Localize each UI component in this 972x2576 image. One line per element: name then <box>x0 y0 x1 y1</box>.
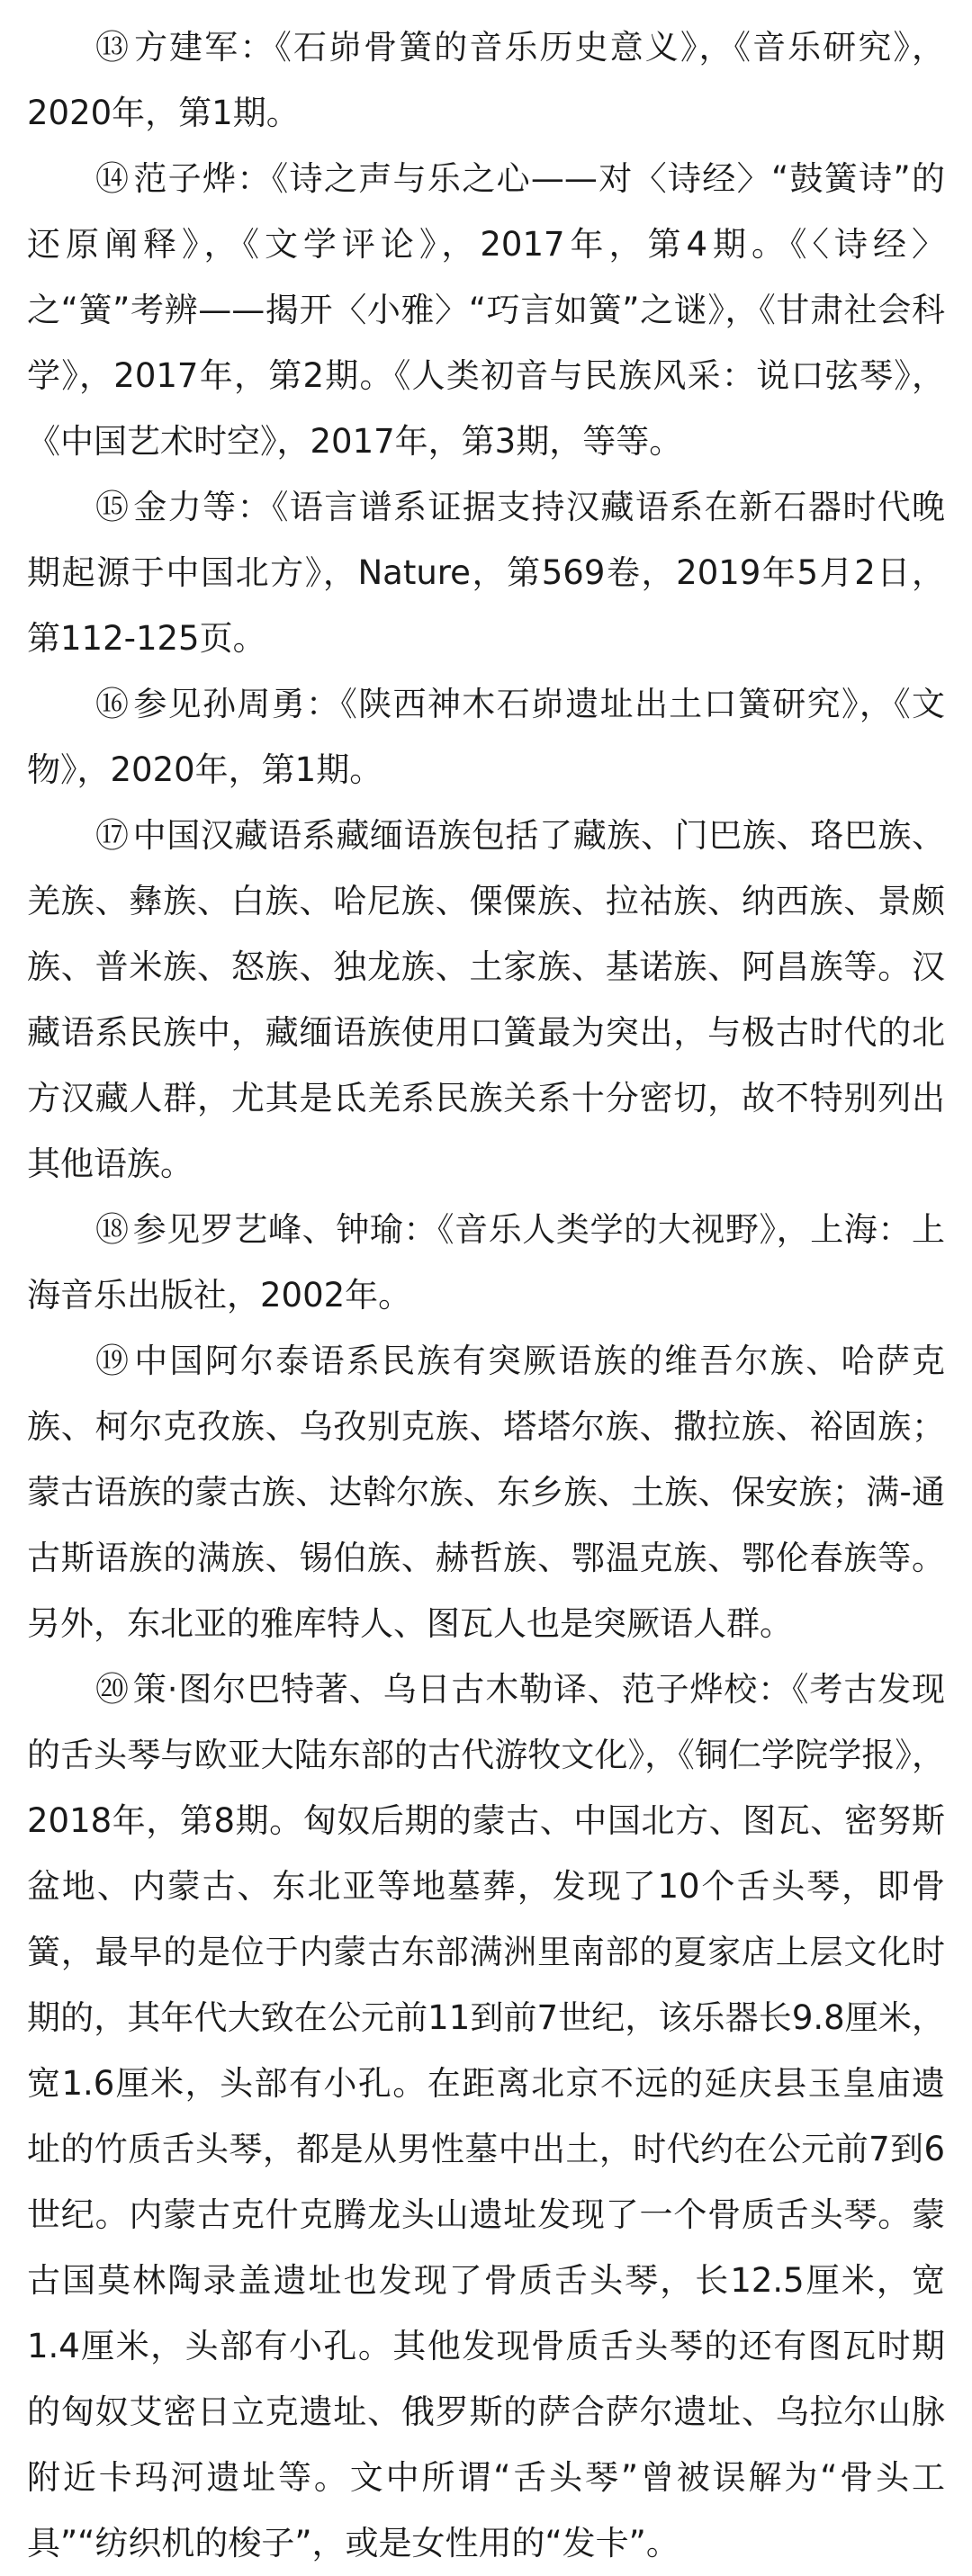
footnote-text: 方建军：《石峁骨簧的音乐历史意义》，《音乐研究》，2020年，第1期。 <box>27 28 945 132</box>
footnote-17 <box>27 803 945 1197</box>
footnote-number: ⑮ <box>95 488 129 526</box>
footnote-number: ⑯ <box>95 685 129 723</box>
footnote-text: 策·图尔巴特著、乌日古木勒译、范子烨校：《考古发现的舌头琴与欧亚大陆东部的古代游牧文化》，《铜仁学院学报》，2018年，第8期。匈奴后期的蒙古、中国北方、图瓦、密努斯盆地、内蒙古、东北亚等地墓葬，发现了10个舌头琴，即骨簧，最早的是位于内蒙古东部满洲里南部的夏家店上层文化时期的，其年代大致在公元前11到前7世纪，该乐器长9.8厘米，宽1.6厘米，头部有小孔。在距离北京不远的延庆县玉皇庙遗址的竹质舌头琴，都是从男性墓中出土，时代约在公元前7到6世纪。内蒙古克什克腾龙头山遗址发现了一个骨质舌头琴。蒙古国莫林陶录盖遗址也发现了骨质舌头琴，长12.5厘米，宽1.4厘米，头部有小孔。其他发现骨质舌头琴的还有图瓦时期的匈奴艾密日立克遗址、俄罗斯的萨合萨尔遗址、乌拉尔山脉附近卡玛河遗址等。文中所谓“舌头琴”曾被误解为“骨头工具”“纺织机的梭子”，或是女性用的“发卡”。 <box>27 1670 945 2563</box>
footnote-number: ⑲ <box>95 1342 129 1380</box>
footnote-number: ⑬ <box>95 28 129 67</box>
footnote-14 <box>27 146 945 474</box>
footnote-19 <box>27 1328 945 1656</box>
footnote-text: 范子烨：《诗之声与乐之心——对〈诗经〉“鼓簧诗”的还原阐释》，《文学评论》，2017年，第4期。《〈诗经〉之“簧”考辨——揭开〈小雅〉“巧言如簧”之谜》，《甘肃社会科学》，2017年，第2期。《人类初音与民族风采：说口弦琴》，《中国艺术时空》，2017年，第3期，等等。 <box>27 159 945 461</box>
footnote-text: 中国汉藏语系藏缅语族包括了藏族、门巴族、珞巴族、羌族、彝族、白族、哈尼族、傈僳族、拉祜族、纳西族、景颇族、普米族、怒族、独龙族、土家族、基诺族、阿昌族等。汉藏语系民族中，藏缅语族使用口簧最为突出，与极古时代的北方汉藏人群，尤其是氐羌系民族关系十分密切，故不特别列出其他语族。 <box>27 816 945 1183</box>
footnote-number: ⑰ <box>95 816 129 855</box>
footnote-20 <box>27 1656 945 2576</box>
footnote-text: 参见孙周勇：《陕西神木石峁遗址出土口簧研究》，《文物》，2020年，第1期。 <box>27 685 945 789</box>
footnote-text: 金力等：《语言谱系证据支持汉藏语系在新石器时代晚期起源于中国北方》，Nature，第569卷，2019年5月2日，第112-125页。 <box>27 488 945 658</box>
footnote-13 <box>27 14 945 146</box>
footnote-16 <box>27 671 945 803</box>
footnote-15 <box>27 474 945 671</box>
footnote-text: 中国阿尔泰语系民族有突厥语族的维吾尔族、哈萨克族、柯尔克孜族、乌孜别克族、塔塔尔族、撒拉族、裕固族；蒙古语族的蒙古族、达斡尔族、东乡族、土族、保安族；满-通古斯语族的满族、锡伯族、赫哲族、鄂温克族、鄂伦春族等。另外，东北亚的雅库特人、图瓦人也是突厥语人群。 <box>27 1342 945 1643</box>
footnote-18 <box>27 1197 945 1328</box>
footnote-number: ⑭ <box>95 159 129 198</box>
footnote-number: ⑳ <box>95 1670 129 1709</box>
footnote-text: 参见罗艺峰、钟瑜：《音乐人类学的大视野》，上海：上海音乐出版社，2002年。 <box>27 1210 945 1315</box>
footnote-number: ⑱ <box>95 1210 129 1249</box>
